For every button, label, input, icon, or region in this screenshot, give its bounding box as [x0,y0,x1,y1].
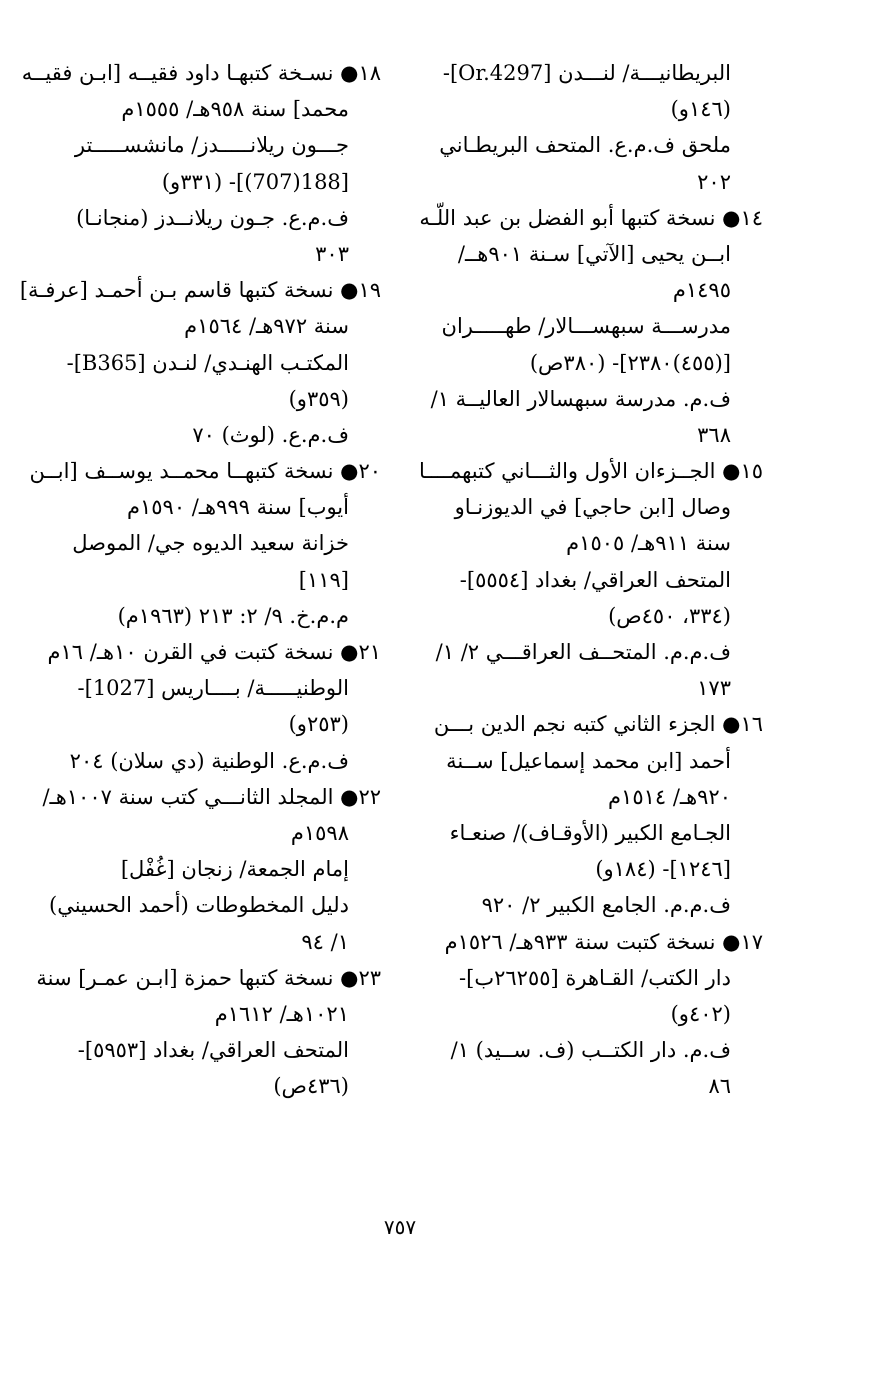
text-line: ٩٢٠هـ/ ١٥١٤م [608,784,731,809]
text-line: (١٤٦و) [670,97,731,122]
text-line: ف.م. دار الكتــب (ف. ســيد) ١/ [450,1038,731,1063]
text-line: دليل المخطوطات (أحمد الحسيني) [49,893,349,918]
entry-heading: ١٥● الجــزءان الأول والثـــاني كتبهمــــا [418,459,763,484]
text-line: ١٧٣ [697,676,731,701]
text-line: ف.م. مدرسة سبهسالار العاليــة ١/ [430,386,731,411]
entry-heading: ١٧● نسخة كتبت سنة ٩٣٣هـ/ ١٥٢٦م [444,929,763,954]
text-line: خزانة سعيد الديوه جي/ الموصل [72,531,349,556]
text-line: (٤٠٢و) [670,1001,731,1026]
entry-heading: ٢٣● نسخة كتبها حمزة [ابـن عمـر] سنة [36,965,381,990]
text-line: الوطنيـــــة/ بــــاريس [1027]- [77,676,349,701]
text-line: دار الكتب/ القـاهرة [٢٦٢٥٥ب]- [459,965,731,990]
text-line: م.م.خ. ٩/ ٢: ٢١٣ (١٩٦٣م) [117,603,349,628]
text-line: ف.م.ع. (لوث) ٧٠ [192,422,349,447]
text-line: [١١٩] [298,567,349,592]
text-line: ٢٠٢ [697,169,731,194]
text-line: (٢٥٣و) [288,712,349,737]
text-line: سنة ٩٧٢هـ/ ١٥٦٤م [184,314,349,339]
left-column [19,55,381,1104]
entry-heading: ٢٢● المجلد الثانـــي كتب سنة ١٠٠٧هـ/ [42,784,381,809]
text-line: ف.م.ع. الوطنية (دي سلان) ٢٠٤ [69,748,349,773]
text-line: جـــون ريلانـــــدز/ مانشســـــتر [74,133,349,158]
text-line: ١٠٢١هـ/ ١٦١٢م [214,1001,349,1026]
text-line: أحمد [ابن محمد إسماعيل] ســنة [446,748,731,773]
text-line: ٣٠٣ [315,241,349,266]
entry-heading: ١٩● نسخة كتبها قاسم بـن أحمـد [عرفـة] [19,278,381,303]
text-line: محمد] سنة ٩٥٨هـ/ ١٥٥٥م [121,97,349,122]
text-line: [(٤٥٥)٢٣٨٠]- (٣٨٠ص) [529,350,731,375]
text-line: وصال [ابن حاجي] في الديوزنـاو [454,495,731,520]
text-line: (٣٣٤، ٤٥٠ص) [608,603,731,628]
text-line: البريطانيـــة/ لنـــدن [Or.4297]- [442,61,731,85]
text-line: ف.م.م. الجامع الكبير ٢/ ٩٢٠ [481,893,731,918]
text-line: ف.م.م. المتحــف العراقـــي ٢/ ١/ [435,640,731,664]
text-line: [188(707)]- (٣٣١و) [161,169,349,194]
text-line: مدرســـة سبهســـالار/ طهـــــران [441,314,731,339]
text-line: المتحف العراقي/ بغداد [٥٥٥٤]- [459,567,731,592]
text-line: المكتـب الهنـدي/ لنـدن [B365]- [66,350,349,375]
text-line: ١٤٩٥م [672,278,731,303]
text-line: سنة ٩١١هـ/ ١٥٠٥م [566,531,731,556]
page-number: ٧٥٧ [383,1215,417,1239]
text-line: [١٢٤٦]- (١٨٤و) [595,857,731,882]
text-line: المتحف العراقي/ بغداد [٥٩٥٣]- [77,1038,349,1063]
text-line: ٣٦٨ [697,422,731,447]
entry-heading: ٢٠● نسخة كتبهــا محمــد يوســف [ابــن [29,459,381,484]
text-line: ١/ ٩٤ [301,929,349,954]
text-line: ف.م.ع. جـون ريلانــدز (منجانـا) [76,205,349,230]
entry-heading: ١٨● نسـخة كتبهـا داود فقيــه [ابـن فقيــه [21,61,381,85]
entry-heading: ٢١● نسخة كتبت في القرن ١٠هـ/ ١٦م [47,640,381,664]
text-line: (٤٣٦ص) [273,1074,349,1099]
text-line: ملحق ف.م.ع. المتحف البريطـاني [439,133,731,158]
text-line: الجـامع الكبير (الأوقـاف)/ صنعـاء [449,820,731,845]
entry-heading: ١٦● الجزء الثاني كتبه نجم الدين بـــن [433,712,763,737]
text-line: (٣٥٩و) [288,386,349,411]
entry-heading: ١٤● نسخة كتبها أبو الفضل بن عبد اللّـه [419,205,763,230]
text-line: أيوب] سنة ٩٩٩هـ/ ١٥٩٠م [126,495,349,520]
right-column [418,55,763,1104]
text-line: ابــن يحيى [الآتي] سـنة ٩٠١هــ/ [457,241,731,266]
text-line: إمام الجمعة/ زنجان [غُفْل] [120,857,349,882]
text-line: ١٥٩٨م [290,820,349,845]
text-line: ٨٦ [708,1074,731,1099]
